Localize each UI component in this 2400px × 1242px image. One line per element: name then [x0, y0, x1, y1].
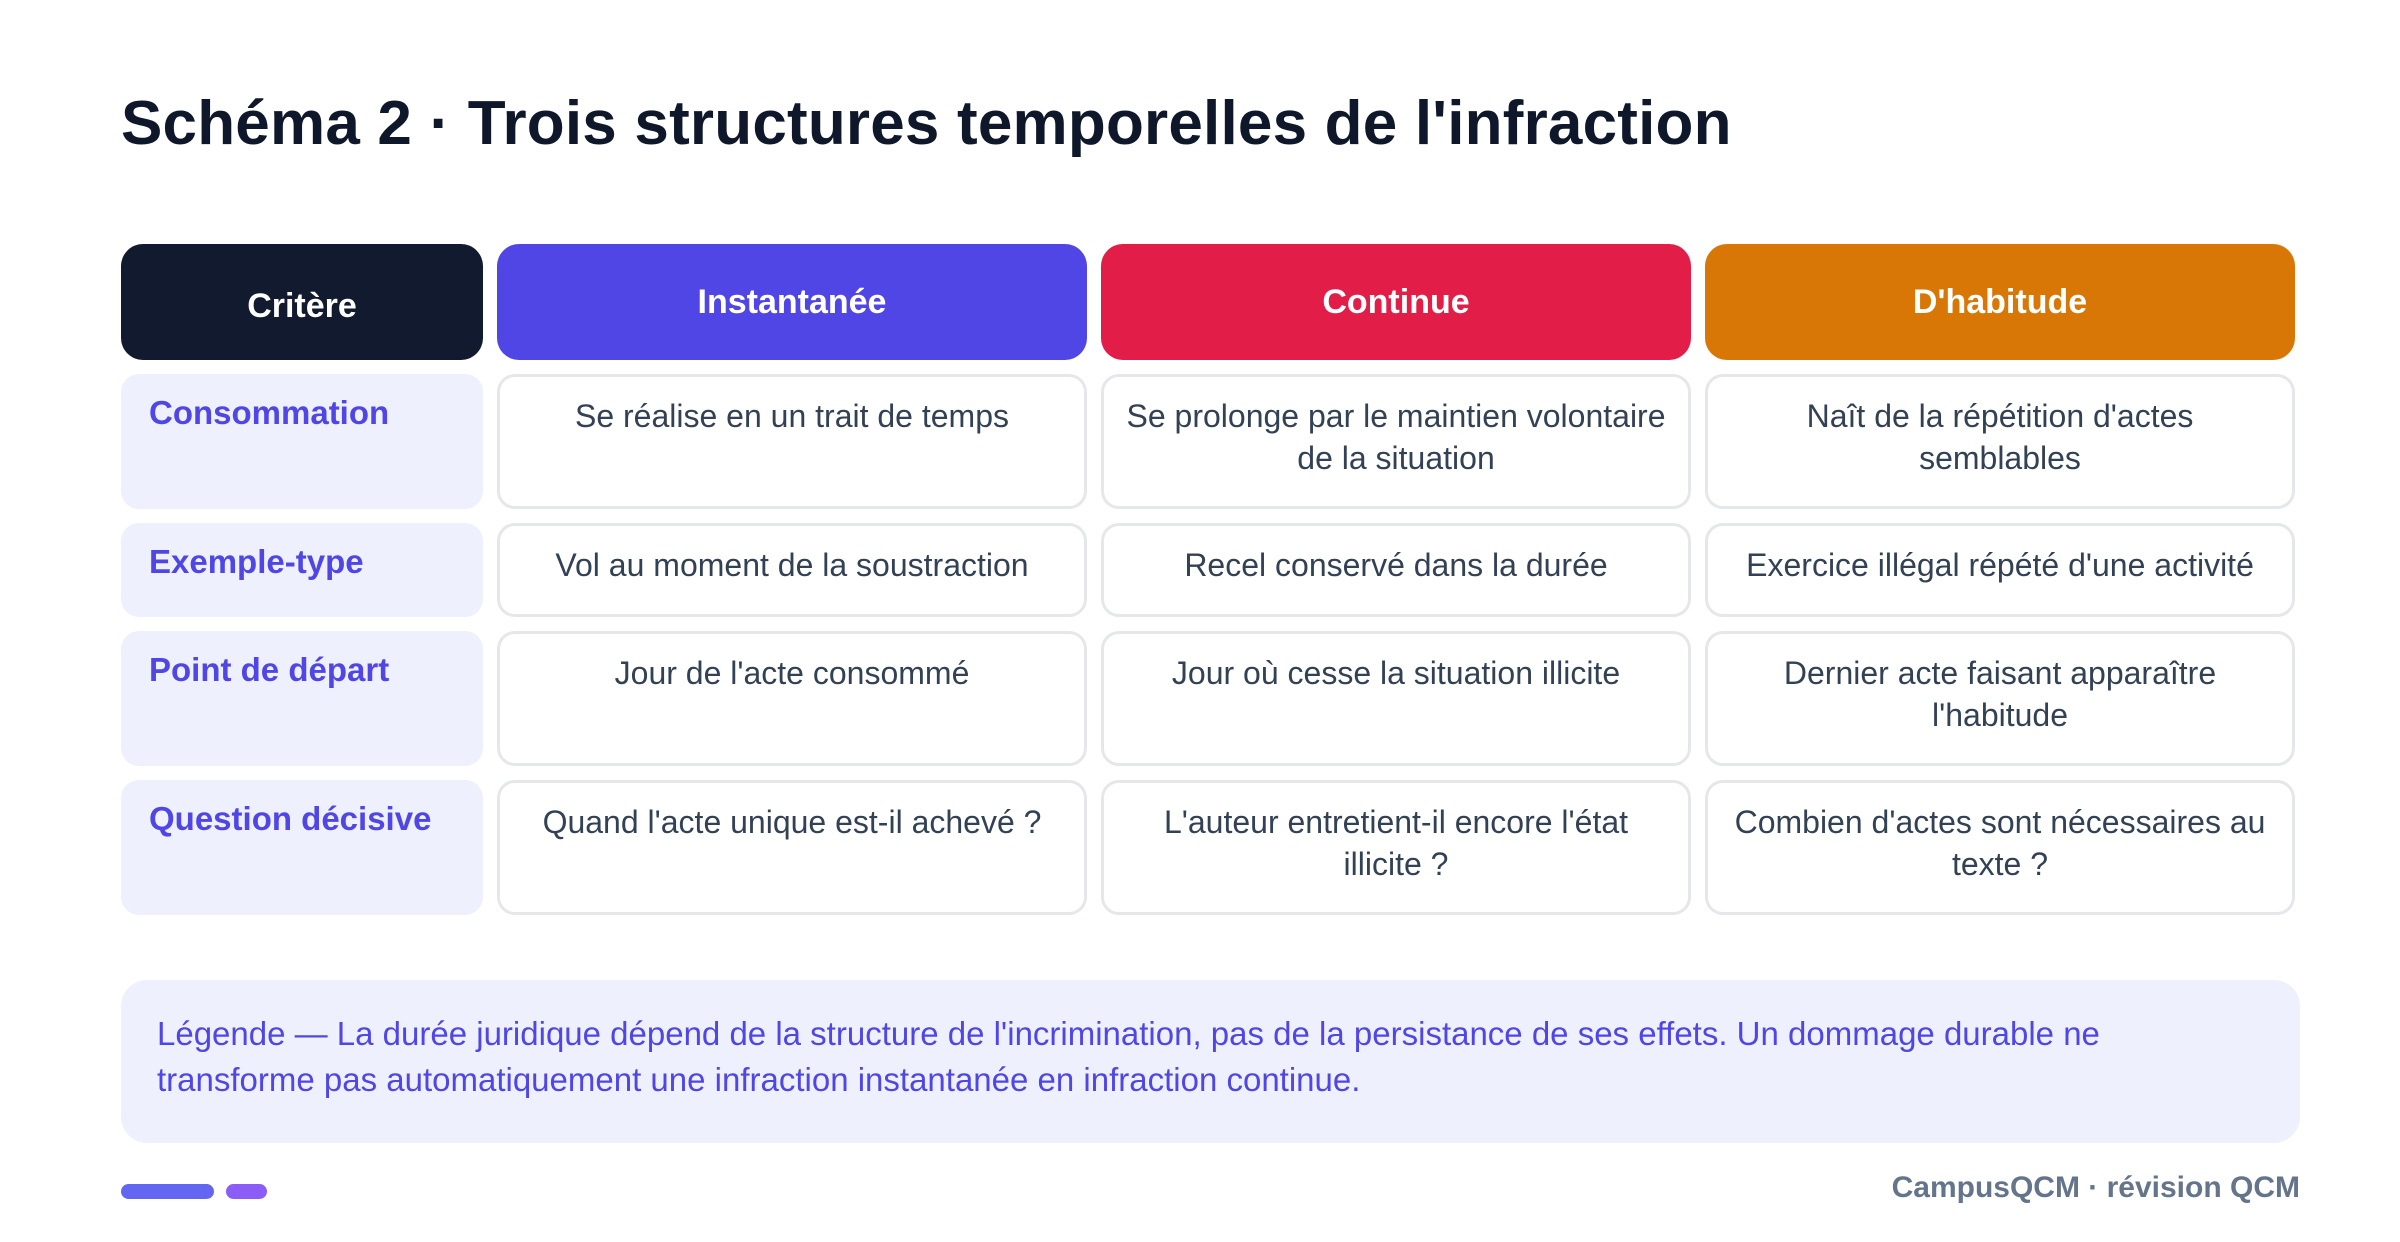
row-label-consommation: Consommation [121, 374, 483, 509]
cell-depart-instantanee: Jour de l'acte consommé [497, 631, 1087, 766]
decorative-pill-primary [121, 1184, 214, 1199]
cell-depart-continue: Jour où cesse la situation illicite [1101, 631, 1691, 766]
header-continuous: Continue [1101, 244, 1691, 360]
cell-question-habitude: Combien d'actes sont nécessaires au texte ? [1705, 780, 2295, 915]
cell-consommation-instantanee: Se réalise en un trait de temps [497, 374, 1087, 509]
footer-brand: CampusQCM · révision QCM [1891, 1171, 2300, 1204]
row-label-exemple-type: Exemple-type [121, 523, 483, 617]
page-title: Schéma 2 · Trois structures temporelles de l'infraction [121, 89, 1732, 158]
cell-question-instantanee: Quand l'acte unique est-il achevé ? [497, 780, 1087, 915]
row-label-point-de-depart: Point de départ [121, 631, 483, 766]
legend-box [121, 980, 2300, 1143]
cell-consommation-habitude: Naît de la répétition d'actes semblables [1705, 374, 2295, 509]
header-instantaneous: Instantanée [497, 244, 1087, 360]
comparison-table [121, 244, 2285, 915]
header-habitual: D'habitude [1705, 244, 2295, 360]
row-label-question-decisive: Question décisive [121, 780, 483, 915]
cell-exemple-instantanee: Vol au moment de la soustraction [497, 523, 1087, 617]
cell-exemple-continue: Recel conservé dans la durée [1101, 523, 1691, 617]
cell-question-continue: L'auteur entretient-il encore l'état illicite ? [1101, 780, 1691, 915]
cell-depart-habitude: Dernier acte faisant apparaître l'habitude [1705, 631, 2295, 766]
legend-text: Légende — La durée juridique dépend de la structure de l'incrimination, pas de la persistance de ses effets. Un dommage durable ne transforme pas automatiquement une infraction instantanée en infraction continue. [157, 1015, 2100, 1098]
cell-consommation-continue: Se prolonge par le maintien volontaire de la situation [1101, 374, 1691, 509]
decorative-pill-secondary [226, 1184, 267, 1199]
cell-exemple-habitude: Exercice illégal répété d'une activité [1705, 523, 2295, 617]
header-criterion: Critère [121, 244, 483, 360]
